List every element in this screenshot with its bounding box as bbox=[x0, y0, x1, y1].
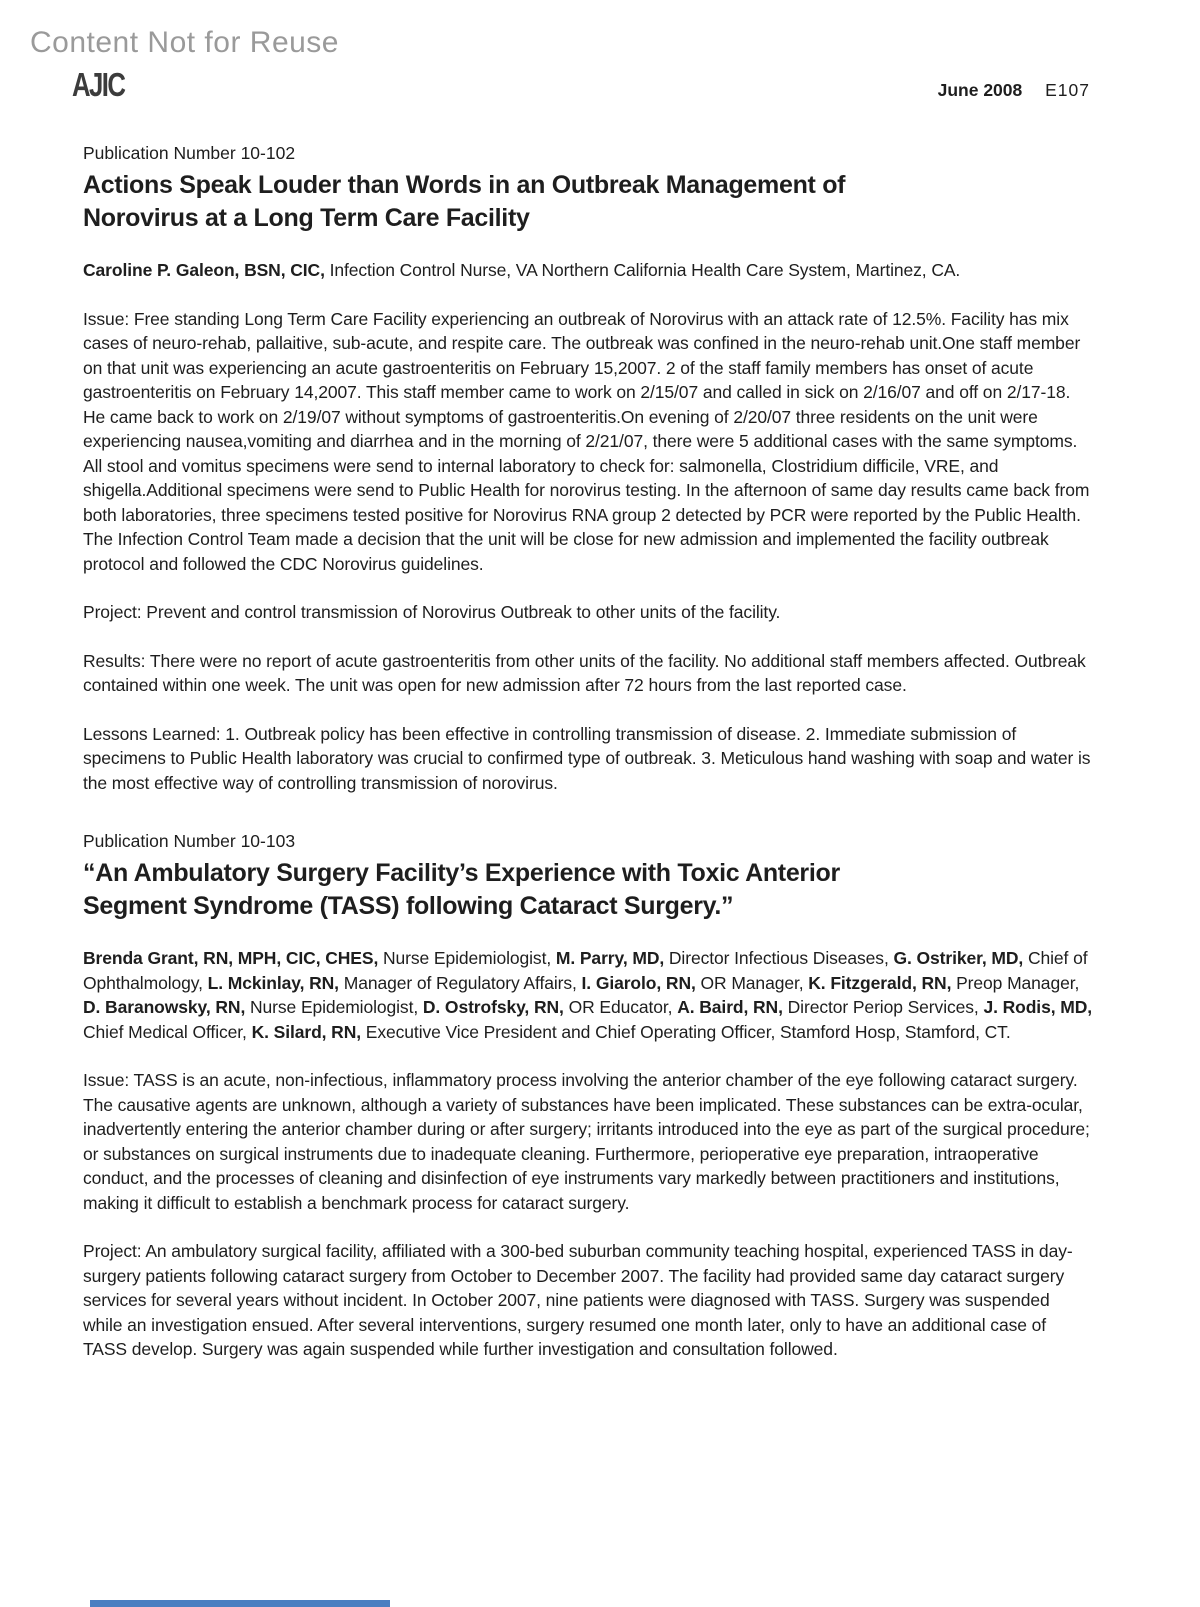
publication-number: Publication Number 10-102 bbox=[83, 143, 296, 163]
abstracts-content bbox=[83, 143, 1093, 1386]
abstract-10-102 bbox=[83, 143, 1093, 795]
abstract-title-line-1: “An Ambulatory Surgery Facility’s Experience with Toxic Anterior bbox=[83, 859, 840, 887]
authors-line: Brenda Grant, RN, MPH, CIC, CHES, Nurse Epidemiologist, M. Parry, MD, Director Infectious Diseases, G. Ostriker, MD, Chief of Ophthalmology, L. Mckinlay, RN, Manager of Regulatory Affairs, I. Giarolo, RN, OR Manager, K. Fitzgerald, RN, Preop Manager, D. Baranowsky, RN, Nurse Epidemiologist, D. Ostrofsky, RN, OR Educator, A. Baird, RN, Director Periop Services, J. Rodis, MD, Chief Medical Officer, K. Silard, RN, Executive Vice President and Chief Operating Officer, Stamford Hosp, Stamford, CT. bbox=[83, 948, 1093, 1042]
abstract-title-line-2: Norovirus at a Long Term Care Facility bbox=[83, 204, 530, 232]
abstract-10-103 bbox=[83, 831, 1093, 1362]
publication-number: Publication Number 10-103 bbox=[83, 831, 296, 851]
project-paragraph: Project: An ambulatory surgical facility, affiliated with a 300-bed suburban community teaching hospital, experienced TASS in day-surgery patients following cataract surgery from October to December 2007. The facility had provided same day cataract surgery services for several years without incident. In October 2007, nine patients were diagnosed with TASS. Surgery was suspended while an investigation ensued. After several interventions, surgery resumed one month later, only to have an additional case of TASS develop. Surgery was again suspended while further investigation and consultation followed. bbox=[83, 1241, 1073, 1359]
content-not-for-reuse-watermark: Content Not for Reuse bbox=[30, 26, 339, 59]
authors-line: Caroline P. Galeon, BSN, CIC, Infection Control Nurse, VA Northern California Health Care System, Martinez, CA. bbox=[83, 260, 961, 280]
abstract-title bbox=[83, 169, 1093, 235]
issue-info bbox=[938, 80, 1090, 101]
abstract-title-line-1: Actions Speak Louder than Words in an Outbreak Management of bbox=[83, 171, 846, 199]
ajic-logo: AJIC bbox=[72, 66, 125, 103]
bottom-blue-bar bbox=[90, 1600, 390, 1607]
abstract-title bbox=[83, 857, 1093, 923]
lessons-learned-paragraph: Lessons Learned: 1. Outbreak policy has been effective in controlling transmission of disease. 2. Immediate submission of specimens to Public Health laboratory was crucial to confirmed type of outbreak. 3. Meticulous hand washing with soap and water is the most effective way of controlling transmission of norovirus. bbox=[83, 723, 1091, 793]
page-number: E107 bbox=[1045, 80, 1090, 100]
results-paragraph: Results: There were no report of acute gastroenteritis from other units of the facility. No additional staff members affected. Outbreak contained within one week. The unit was open for new admission after 72 hours from the last reported case. bbox=[83, 650, 1086, 695]
issue-paragraph: Issue: Free standing Long Term Care Facility experiencing an outbreak of Norovirus with an attack rate of 12.5%. Facility has mix cases of neuro-rehab, pallaitive, sub-acute, and respite care. The outbreak was confined in the neuro-rehab unit.One staff member on that unit was experiencing an acute gastroenteritis on February 15,2007. 2 of the staff family members has onset of acute gastroenteritis on February 14,2007. This staff member came to work on 2/15/07 and called in sick on 2/16/07 and off on 2/17-18. He came back to work on 2/19/07 without symptoms of gastroenteritis.On evening of 2/20/07 three residents on the unit were experiencing nausea,vomiting and diarrhea and in the morning of 2/21/07, there were 5 additional cases with the same symptoms. All stool and vomitus specimens were send to internal laboratory to check for: salmonella, Clostridium difficile, VRE, and shigella.Additional specimens were send to Public Health for norovirus testing. In the afternoon of same day results came back from both laboratories, three specimens tested positive for Norovirus RNA group 2 detected by PCR were reported by the Public Health. The Infection Control Team made a decision that the unit will be close for new admission and implemented the facility outbreak protocol and followed the CDC Norovirus guidelines. bbox=[83, 308, 1090, 574]
abstract-title-line-2: Segment Syndrome (TASS) following Cataract Surgery.” bbox=[83, 892, 734, 920]
project-paragraph: Project: Prevent and control transmission of Norovirus Outbreak to other units of the facility. bbox=[83, 602, 781, 622]
issue-paragraph: Issue: TASS is an acute, non-infectious, inflammatory process involving the anterior chamber of the eye following cataract surgery. The causative agents are unknown, although a variety of substances have been implicated. These substances can be extra-ocular, inadvertently entering the anterior chamber during or after surgery; irritants introduced into the eye as part of the surgical procedure; or substances on surgical instruments due to inadequate cleaning. Furthermore, perioperative eye preparation, intraoperative conduct, and the processes of cleaning and disinfection of eye instruments vary markedly between practitioners and institutions, making it difficult to establish a benchmark process for cataract surgery. bbox=[83, 1070, 1090, 1213]
issue-date: June 2008 bbox=[937, 80, 1023, 100]
